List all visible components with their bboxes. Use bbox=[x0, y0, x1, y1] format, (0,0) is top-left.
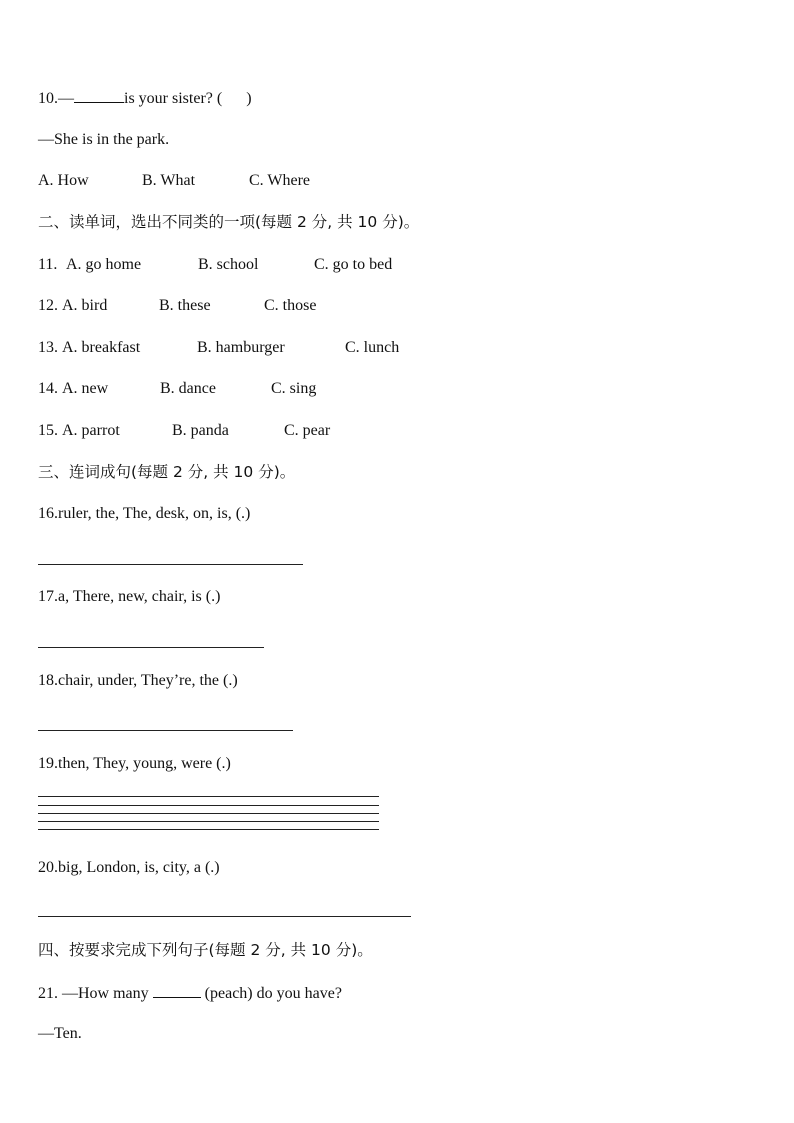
answer-blank[interactable] bbox=[153, 983, 201, 998]
option-c[interactable]: C. go to bed bbox=[314, 256, 393, 273]
question-text: is your sister? ( bbox=[124, 90, 223, 107]
question-text: a, There, new, chair, is (.) bbox=[58, 588, 221, 605]
answer-line[interactable] bbox=[38, 647, 264, 648]
question-21-answer-line: —Ten. bbox=[38, 1025, 82, 1042]
answer-line[interactable] bbox=[38, 821, 379, 822]
option-b[interactable]: B. school bbox=[198, 256, 259, 273]
question-text: then, They, young, were (.) bbox=[58, 755, 231, 772]
question-text: —How many bbox=[62, 985, 149, 1002]
option-b[interactable]: B. hamburger bbox=[197, 339, 285, 356]
option-a[interactable]: A. bird bbox=[62, 297, 108, 314]
option-c[interactable]: C. sing bbox=[271, 380, 317, 397]
question-15-number: 15. bbox=[38, 422, 58, 439]
section-2-title: 二、读单词，选出不同类的一项(每题 2 分, 共 10 分)。 bbox=[38, 213, 420, 231]
question-number: 16. bbox=[38, 505, 58, 522]
question-10-answer-line: —She is in the park. bbox=[38, 131, 170, 148]
question-11-number: 11. bbox=[38, 256, 58, 273]
option-b[interactable]: B. these bbox=[159, 297, 211, 314]
option-b[interactable]: B. What bbox=[142, 172, 196, 189]
option-b[interactable]: B. panda bbox=[172, 422, 229, 439]
question-text: big, London, is, city, a (.) bbox=[58, 859, 220, 876]
option-a[interactable]: A. parrot bbox=[62, 422, 120, 439]
close-paren: ) bbox=[246, 90, 252, 107]
answer-line[interactable] bbox=[38, 564, 303, 565]
question-16 bbox=[38, 504, 250, 524]
question-18 bbox=[38, 671, 238, 691]
option-c[interactable]: C. lunch bbox=[345, 339, 400, 356]
option-a[interactable]: A. go home bbox=[66, 256, 142, 273]
question-10 bbox=[38, 88, 252, 109]
question-20 bbox=[38, 858, 220, 878]
answer-line[interactable] bbox=[38, 829, 379, 830]
question-text: ruler, the, The, desk, on, is, (.) bbox=[58, 505, 251, 522]
question-21 bbox=[38, 983, 342, 1004]
option-c[interactable]: C. Where bbox=[249, 172, 311, 189]
question-number: 20. bbox=[38, 859, 58, 876]
question-number: 19. bbox=[38, 755, 58, 772]
question-17 bbox=[38, 587, 220, 607]
question-14-number: 14. bbox=[38, 380, 58, 397]
question-text: chair, under, They’re, the (.) bbox=[58, 672, 238, 689]
answer-line[interactable] bbox=[38, 916, 411, 917]
question-19 bbox=[38, 754, 231, 774]
option-a[interactable]: A. How bbox=[38, 172, 89, 189]
option-c[interactable]: C. those bbox=[264, 297, 317, 314]
option-c[interactable]: C. pear bbox=[284, 422, 331, 439]
answer-line[interactable] bbox=[38, 813, 379, 814]
question-number: 10. bbox=[38, 90, 58, 107]
section-4-title: 四、按要求完成下列句子(每题 2 分, 共 10 分)。 bbox=[38, 941, 373, 959]
question-number: 17. bbox=[38, 588, 58, 605]
question-text: (peach) do you have? bbox=[204, 985, 342, 1002]
question-number: 21. bbox=[38, 985, 58, 1002]
answer-line[interactable] bbox=[38, 805, 379, 806]
question-12-number: 12. bbox=[38, 297, 58, 314]
option-a[interactable]: A. breakfast bbox=[62, 339, 141, 356]
section-3-title: 三、连词成句(每题 2 分, 共 10 分)。 bbox=[38, 463, 296, 481]
option-a[interactable]: A. new bbox=[62, 380, 109, 397]
option-b[interactable]: B. dance bbox=[160, 380, 216, 397]
question-13-number: 13. bbox=[38, 339, 58, 356]
answer-line[interactable] bbox=[38, 730, 293, 731]
answer-blank[interactable] bbox=[74, 88, 124, 103]
question-number: 18. bbox=[38, 672, 58, 689]
answer-line[interactable] bbox=[38, 796, 379, 797]
dash: — bbox=[58, 90, 74, 107]
